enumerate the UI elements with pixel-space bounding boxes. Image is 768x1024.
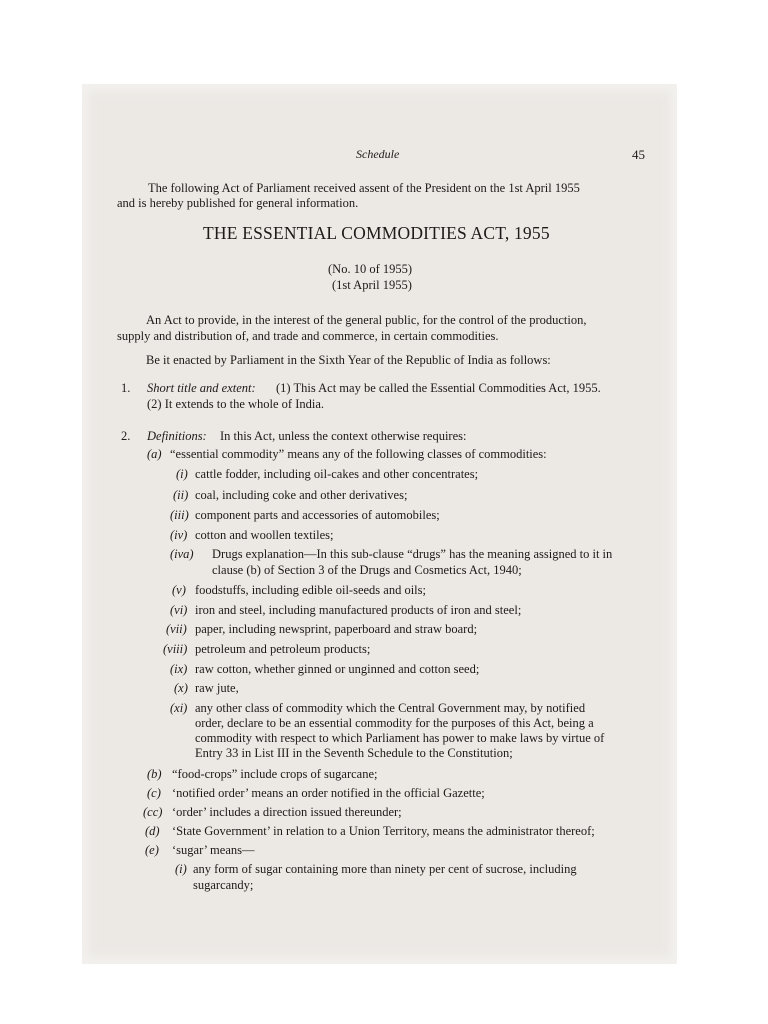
- running-header: Schedule: [356, 147, 400, 161]
- item-text-continued: clause (b) of Section 3 of the Drugs and Cosmetics Act, 1940;: [212, 563, 522, 577]
- item-label: (vi): [170, 603, 188, 617]
- intro-line-1: The following Act of Parliament received assent of the President on the 1st April 1955: [148, 181, 580, 195]
- item-text: paper, including newsprint, paperboard and straw board;: [195, 622, 478, 636]
- item-label: (iii): [170, 508, 189, 522]
- section-1-number: 1.: [121, 381, 131, 395]
- item-text: cotton and woollen textiles;: [195, 528, 334, 542]
- item-label: (vii): [166, 622, 187, 636]
- clause-cc-label: (cc): [143, 805, 163, 819]
- section-1-text-2: (2) It extends to the whole of India.: [147, 397, 325, 411]
- clause-e-item-text-continued: sugarcandy;: [193, 878, 254, 892]
- item-label: (iv): [170, 528, 188, 542]
- clause-b-label: (b): [147, 767, 162, 781]
- page-number: 45: [632, 147, 645, 162]
- item-label: (i): [176, 467, 188, 481]
- item-text: cattle fodder, including oil-cakes and other concentrates;: [195, 467, 479, 481]
- clause-e-text: ‘sugar’ means—: [172, 843, 255, 857]
- item-text: raw jute,: [195, 681, 239, 695]
- item-text: coal, including coke and other derivatives;: [195, 488, 408, 502]
- enacting-clause: Be it enacted by Parliament in the Sixth Year of the Republic of India as follows:: [146, 353, 551, 367]
- section-1-heading: Short title and extent:: [147, 381, 256, 395]
- item-label: (xi): [170, 701, 188, 715]
- clause-b-text: “food-crops” include crops of sugarcane;: [172, 767, 378, 781]
- item-text: raw cotton, whether ginned or unginned and cotton seed;: [195, 662, 480, 676]
- section-2-intro: In this Act, unless the context otherwise requires:: [220, 429, 467, 443]
- clause-c-text: ‘notified order’ means an order notified in the official Gazette;: [172, 786, 485, 800]
- intro-line-2: and is hereby published for general information.: [117, 196, 359, 210]
- item-label: (ii): [173, 488, 189, 502]
- clause-e-item-text: any form of sugar containing more than ninety per cent of sucrose, including: [193, 862, 577, 876]
- item-text: Drugs explanation—In this sub-clause “drugs” has the meaning assigned to it in: [212, 547, 613, 561]
- section-2-number: 2.: [121, 429, 131, 443]
- act-date: (1st April 1955): [332, 278, 412, 292]
- preamble-line-2: supply and distribution of, and trade and commerce, in certain commodities.: [117, 329, 499, 343]
- item-text: component parts and accessories of automobiles;: [195, 508, 440, 522]
- item-label: (v): [172, 583, 186, 597]
- item-label: (viii): [163, 642, 188, 656]
- item-label: (ix): [170, 662, 188, 676]
- act-number: (No. 10 of 1955): [328, 262, 413, 276]
- clause-a-label: (a): [147, 447, 162, 461]
- item-text: foodstuffs, including edible oil-seeds and oils;: [195, 583, 426, 597]
- clause-e-item-label: (i): [175, 862, 187, 876]
- clause-d-text: ‘State Government’ in relation to a Union Territory, means the administrator thereof;: [172, 824, 595, 838]
- item-label: (x): [174, 681, 188, 695]
- item-text-continued: order, declare to be an essential commodity for the purposes of this Act, being a: [195, 716, 594, 730]
- item-text-continued: commodity with respect to which Parliament has power to make laws by virtue of: [195, 731, 605, 745]
- clause-cc-text: ‘order’ includes a direction issued thereunder;: [172, 805, 402, 819]
- item-text-continued: Entry 33 in List III in the Seventh Schedule to the Constitution;: [195, 746, 513, 760]
- clause-e-label: (e): [145, 843, 159, 857]
- act-title: THE ESSENTIAL COMMODITIES ACT, 1955: [203, 223, 550, 243]
- item-text: any other class of commodity which the Central Government may, by notified: [195, 701, 586, 715]
- clause-d-label: (d): [145, 824, 160, 838]
- section-1-text-1: (1) This Act may be called the Essential Commodities Act, 1955.: [276, 381, 601, 395]
- item-label: (iva): [170, 547, 194, 561]
- clause-a-text: “essential commodity” means any of the following classes of commodities:: [170, 447, 547, 461]
- item-text: iron and steel, including manufactured products of iron and steel;: [195, 603, 522, 617]
- section-2-heading: Definitions:: [147, 429, 207, 443]
- item-text: petroleum and petroleum products;: [195, 642, 371, 656]
- clause-c-label: (c): [147, 786, 161, 800]
- preamble-line-1: An Act to provide, in the interest of the general public, for the control of the production,: [146, 313, 587, 327]
